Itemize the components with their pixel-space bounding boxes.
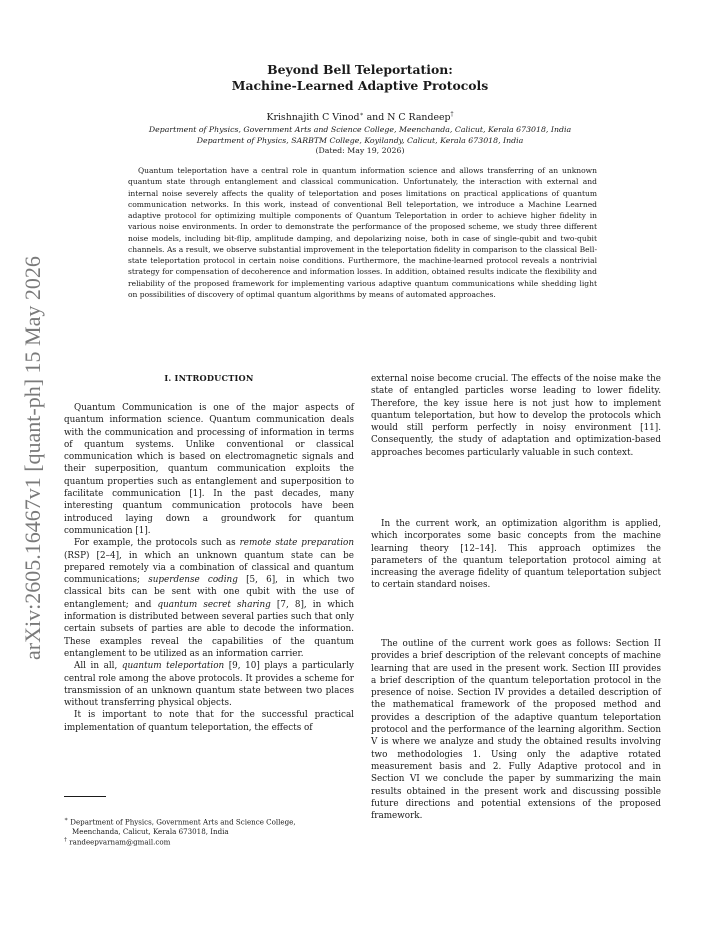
emphasized-term: quantum teleportation (121, 661, 225, 672)
author-conjunction: and (363, 112, 388, 124)
author-footnote-mark: ∗ (359, 111, 364, 118)
arxiv-identifier-stamp (12, 240, 48, 660)
footnote-mark: † (64, 837, 67, 844)
footnote-text: Department of Physics, Government Arts and Science College, (70, 817, 296, 827)
dated-line: (Dated: May 19, 2026) (315, 146, 405, 155)
right-paragraph-1: external noise become crucial. The effects of the noise make the state of entangled particles worse leading to lower fidelity. Therefore, the key issue here is not just how to implement quantum teleportation, but how to develop the protocols which would still perform perfectly in noisy environment [11]. Consequently, the study of adaptation and optimization-based approaches becomes particularly valuable in such context. (371, 374, 661, 458)
right-paragraph-2: In the current work, an optimization algorithm is applied, which incorporates some basic concepts from the machine learning theory [12–14]. This approach optimizes the parameters of the quantum teleportation protocol aiming at increasing the average fidelity of quantum teleportation subject to certain standard noises. (371, 519, 661, 591)
arxiv-id-text: arXiv:2605.16467v1 [quant-ph] 15 May 2026 (20, 256, 45, 660)
section-heading: I. INTRODUCTION (164, 373, 254, 383)
paragraph-text: [5, 6], in which two classical bits can be sent with one qubit with the use of entanglement; and (64, 575, 354, 610)
right-paragraph-3: The outline of the current work goes as follows: Section II provides a brief description of the relevant concepts of machine learning that are used in the present work. Section III provides a brief description of the quantum teleportation protocol in the presence of noise. Section IV provides a detailed description of the mathematical framework of the proposed method and provides a description of the adaptive quantum teleportation protocol and the performance of the learning algorithm. Section V is where we analyze and study the obtained results involving two methodologies 1. Using only the adaptive rotated measurement basis and 2. Fully Adaptive protocol and in Section VI we conclude the paper by summarizing the main results obtained in the present work and discussing possible future directions and potential extensions of the proposed framework. (371, 639, 661, 822)
affiliation-1: Department of Physics, Government Arts and Science College, Meenchanda, Calicut, Kerala 673018, India (148, 125, 572, 134)
title-line-1: Beyond Bell Teleportation: (267, 62, 453, 77)
right-column-block-1 (371, 373, 661, 459)
footnotes (64, 816, 354, 847)
paragraph-text: All in all, (74, 661, 122, 672)
emphasized-term: superdense coding (148, 575, 238, 586)
paragraph-text: [7, 8], in which information is distributed between several parties such that only certain subsets of parties are able to decode the information. These examples reveal the capabilities of the quantum entanglement to be utilized as an information carrier. (64, 599, 354, 659)
paragraph-text: [9, 10] plays a particularly central role among the above protocols. It provides a scheme for transmission of an unknown quantum state between two places without transferring physical objects. (64, 661, 354, 709)
author-name: Krishnajith C Vinod (266, 112, 360, 124)
intro-paragraph-1: Quantum Communication is one of the major aspects of quantum information science. Quantum communication deals with the communication and processing of information in terms of quantum systems. Unlike conventional or classical communication which is based on electromagnetic signals and their superposition, quantum communication exploits the quantum properties such as entanglement and superposition to facilitate communication [1]. In the past decades, many interesting quantum communication protocols have been introduced laying down a groundwork for quantum communication [1]. (64, 403, 354, 536)
title-line-2: Machine-Learned Adaptive Protocols (231, 78, 489, 93)
right-column-block-2 (371, 518, 661, 592)
affiliation-2: Department of Physics, SARBTM College, Koyilandy, Calicut, Kerala 673018, India (196, 136, 524, 145)
paragraph-text: (RSP) [2–4], in which an unknown quantum state can be prepared remotely via a combination of classical and quantum communications; (64, 550, 354, 586)
footnote-mark: ∗ (64, 817, 69, 823)
emphasized-term: quantum secret sharing (157, 599, 271, 610)
footnote-2 (64, 836, 354, 847)
paragraph-text: For example, the protocols such as (74, 538, 240, 549)
footnote-divider (64, 796, 106, 797)
emphasized-term: remote state preparation (239, 538, 354, 549)
author-list (120, 109, 600, 124)
intro-paragraph-4: It is important to note that for the successful practical implementation of quantum teleportation, the effects of (64, 710, 354, 733)
footnote-email: randeepvarnam@gmail.com (69, 837, 171, 847)
left-column (64, 402, 354, 734)
abstract: Quantum teleportation have a central role in quantum information science and allows transferring of an unknown quantum state through entanglement and classical communication. Unfortunately, the interaction with external and internal noise severely affects the quality of teleportation and poses limitations on practical applications of quantum communication networks. In this work, instead of conventional Bell teleportation, we introduce a Machine Learned adaptive protocol for optimizing multiple components of Quantum Teleportation in order to achieve higher fidelity in various noise environments. In order to demonstrate the performance of the proposed scheme, we study three different noise models, including bit-flip, amplitude damping, and depolarizing noise, both in case of single-qubit and two-qubit channels. As a result, we observe substantial improvement in the teleportation fidelity in comparison to the classical Bell-state teleportation protocol in certain noise conditions. Furthermore, the machine-learned protocol reveals a nontrivial strategy for compensation of decoherence and information losses. In addition, obtained results indicate the flexibility and reliability of the proposed framework for implementing various adaptive quantum communications while shedding light on possibilities of discovery of optimal quantum algorithms by means of automated approaches. (128, 166, 597, 299)
paper-title (120, 62, 600, 94)
footnote-1-continued: Meenchanda, Calicut, Kerala 673018, India (72, 826, 229, 836)
right-column-block-3 (371, 638, 661, 822)
footnote-1 (64, 816, 354, 827)
author-name: N C Randeep (387, 112, 451, 124)
intro-paragraph-2 (64, 537, 354, 660)
intro-paragraph-3 (64, 660, 354, 709)
author-footnote-mark: † (450, 111, 454, 118)
